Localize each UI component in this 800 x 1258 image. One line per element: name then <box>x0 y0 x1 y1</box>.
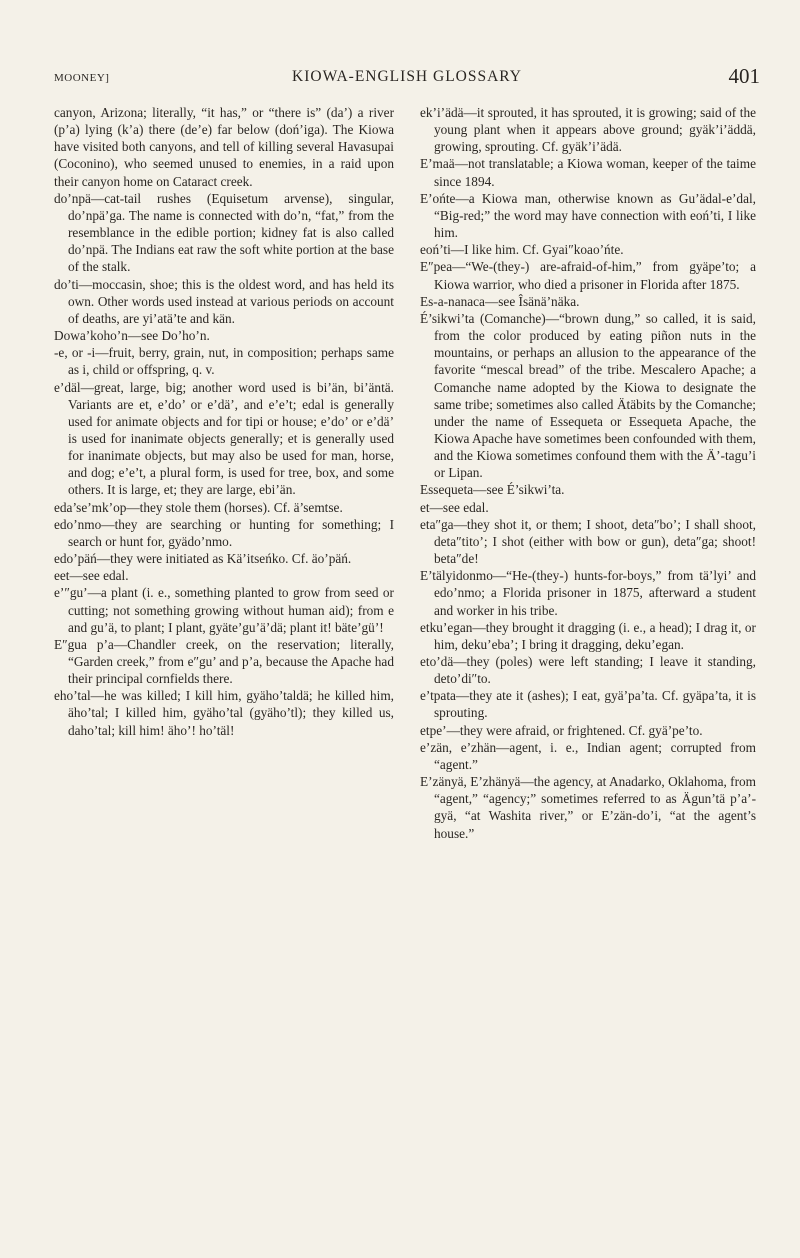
glossary-entry: edo’nmo—they are searching or hunting for something; I search or hunt for, gyädo’nmo. <box>54 516 394 549</box>
glossary-entry: etku’egan—they brought it dragging (i. e., a head); I drag it, or him, deku’eba’; I bring it dragging, deku’egan. <box>420 619 756 652</box>
glossary-entry: Dowa’koho’n—see Do’ho’n. <box>54 328 210 344</box>
glossary-entry: eda’se’mk’op—they stole them (horses). Cf. ä’semtse. <box>54 499 343 515</box>
right-column <box>420 104 756 842</box>
glossary-entry: É’sikwi’ta (Comanche)—“brown dung,” so called, it is said, from the color produced by eating piñon nuts in the mountains, or perhaps an allusion to the appearance of the favorite “mescal bread” of the tribe. Mescalero Apache; a Comanche name adopted by the Kiowa to designate the same tribe; sometimes also called Ätäbits by the Comanche; under the name of Essequeta or Essequeta Apache, the Kiowa Apache have sometimes been confounded with them, and the Kiowa sometimes confound them with the Ä’-tagu’i or Lipan. <box>420 310 756 481</box>
glossary-entry: eet—see edal. <box>54 568 129 584</box>
glossary-entry: Es-a-nanaca—see Îsänä’näka. <box>420 293 580 309</box>
glossary-entry: E″pea—“We-(they-) are-afraid-of-him,” from gyäpe’to; a Kiowa warrior, who died a prisoner in Florida after 1875. <box>420 259 756 292</box>
page-number: 401 <box>728 64 760 88</box>
glossary-entry: eoń’ti—I like him. Cf. Gyai″koao’ńte. <box>420 242 624 258</box>
running-author: MOONEY] <box>54 72 110 84</box>
glossary-entry: ek’i’ädä—it sprouted, it has sprouted, it is growing; said of the young plant when it appears above ground; gyäk’i’äddä, growing, sprouting. Cf. gyäk’i’ädä. <box>420 105 756 155</box>
glossary-entry: Essequeta—see É’sikwi’ta. <box>420 482 565 498</box>
glossary-entry: E’zänyä, E’zhänyä—the agency, at Anadarko, Oklahoma, from “agent,” “agency;” sometimes referred to as Ägun’tä p’a’-gyä, “at Washita river,” or E’zän-do’i, “at the agent’s house.” <box>420 774 756 841</box>
glossary-entry: e’däl—great, large, big; another word used is bi’än, bi’äntä. Variants are et, e’do’ or e’dä’, and e’e’t; edal is generally used for animate objects and for tipi or house; e’do’ or e’dä’ is used for inanimate objects generally; et is generally used for inanimate objects, but may also be used for man, horse, and dog; e’e’t, a plural form, is used for tree, box, and some others. It is large, et; they are large, ebi’än. <box>54 379 394 498</box>
glossary-entry: do’npä—cat-tail rushes (Equisetum arvense), singular, do’npä’ga. The name is connected with do’n, “fat,” from the resemblance in the edible portion; kidney fat is also called do’npä. The Indians eat raw the soft white portion at the base of the stalk. <box>54 190 394 275</box>
glossary-entry: eta″ga—they shot it, or them; I shoot, deta″bo’; I shall shoot, deta″tito’; I shot (either with bow or gun), deta″ga; shoot! beta″de! <box>420 516 756 567</box>
glossary-entry: E’maä—not translatable; a Kiowa woman, keeper of the taime since 1894. <box>420 156 756 189</box>
glossary-entry: etpe’—they were afraid, or frightened. Cf. gyä’pe’to. <box>420 722 703 738</box>
glossary-entry: et—see edal. <box>420 499 489 515</box>
running-title: KIOWA-ENGLISH GLOSSARY <box>292 68 522 85</box>
glossary-entry: do’ti—moccasin, shoe; this is the oldest word, and has held its own. Other words used instead at various periods on account of deaths, are yi’atä’te and kän. <box>54 276 394 326</box>
page-header <box>54 62 760 92</box>
glossary-entry: E’ońte—a Kiowa man, otherwise known as Gu’ädal-e’dal, “Big-red;” the word may have connection with eoń’ti, I like him. <box>420 190 756 241</box>
glossary-entry: edo’päń—they were initiated as Kä’itseńko. Cf. äo’päń. <box>54 551 352 567</box>
glossary-entry: e’tpata—they ate it (ashes); I eat, gyä’pa’ta. Cf. gyäpa’ta, it is sprouting. <box>420 688 756 721</box>
glossary-entry: -e, or -i—fruit, berry, grain, nut, in composition; perhaps same as i, child or offspring, q. v. <box>54 345 394 378</box>
left-column <box>54 104 394 739</box>
glossary-entry: canyon, Arizona; literally, “it has,” or “there is” (da’) a river (p’a) lying (k’a) there (de’e) far below (doń’iga). The Kiowa have visited both canyons, and tell of killing several Havasupai (Coconino), who seemed unused to enemies, in a raid upon their canyon home on Cataract creek. <box>54 105 394 189</box>
glossary-entry: E″gua p’a—Chandler creek, on the reservation; literally, “Garden creek,” from e″gu’ and p’a, because the Apache had their principal cornfields there. <box>54 636 394 687</box>
glossary-entry: e’″gu’—a plant (i. e., something planted to grow from seed or cutting; not something growing without human aid); from e and gu’ä, to plant; I plant, gyäte’gu’ä’dä; plant it! bäte’gü’! <box>54 585 394 635</box>
glossary-entry: eho’tal—he was killed; I kill him, gyäho’taldä; he killed him, äho’tal; I killed him, gyäho’tal (gyäho’tl); they killed us, daho’tal; kill him! äho’! ho’täl! <box>54 688 394 738</box>
glossary-entry: e’zän, e’zhän—agent, i. e., Indian agent; corrupted from “agent.” <box>420 739 756 772</box>
glossary-entry: E’tälyidonmo—“He-(they-) hunts-for-boys,” from tä’lyi’ and edo’nmo; a Florida prisoner in 1875, afterward a student and worker in his tribe. <box>420 568 756 618</box>
glossary-entry: eto’dä—they (poles) were left standing; I leave it standing, deto’di″to. <box>420 654 756 687</box>
